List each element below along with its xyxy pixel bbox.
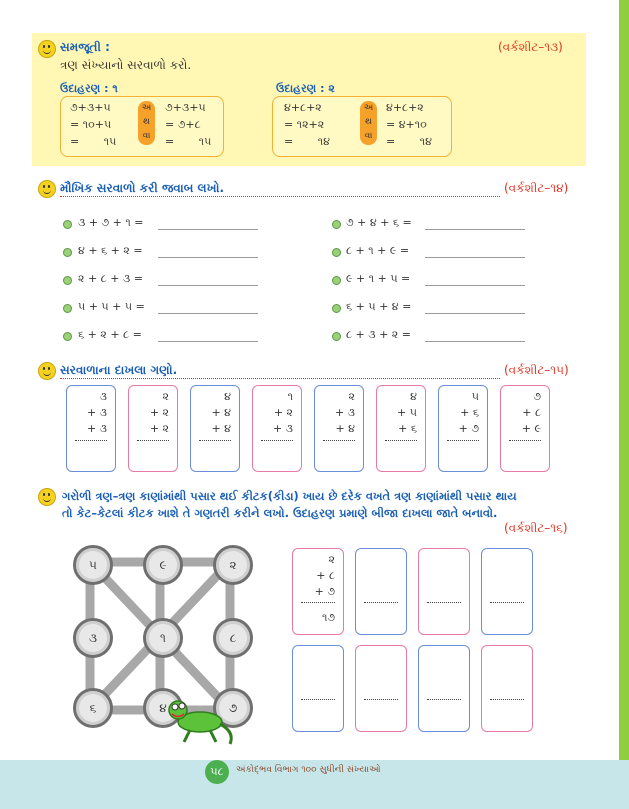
oral-left-expression: ૫ + ૫ + ૫ = — [78, 300, 145, 313]
example-addend-2: + ૮ — [316, 569, 335, 582]
title-underline — [60, 378, 500, 379]
bullet-dot-icon — [63, 248, 72, 257]
sum-answer-line — [301, 602, 335, 603]
answer-blank[interactable] — [158, 285, 258, 286]
example-2-right-line1: ૪+૮+૨ — [386, 101, 424, 114]
smiley-icon — [38, 180, 56, 198]
sum-card-addend-2: + ૨ — [149, 406, 169, 419]
smiley-icon — [38, 362, 56, 380]
answer-blank[interactable] — [425, 285, 525, 286]
sum-answer-line — [75, 440, 107, 441]
sum-card[interactable] — [66, 385, 116, 472]
answer-blank[interactable] — [158, 313, 258, 314]
sum-card-addend-2: + ૩ — [86, 406, 107, 419]
sum-card[interactable] — [190, 385, 240, 472]
example-addend-3: + ૭ — [314, 585, 335, 598]
hole-number: ૨ — [213, 545, 253, 585]
bullet-dot-icon — [63, 276, 72, 285]
example-2-left-line2: = ૧૨+૨ — [284, 118, 325, 131]
bullet-dot-icon — [332, 332, 341, 341]
sum-answer-line — [447, 440, 479, 441]
sum-card-addend-1: ૨ — [162, 390, 169, 403]
sum-card[interactable] — [128, 385, 178, 472]
bullet-dot-icon — [63, 220, 72, 229]
sum-answer-line — [137, 440, 169, 441]
oral-section-title: મૌખિક સરવાળો કરી જવાબ લખો. — [60, 181, 225, 195]
sum-card-addend-3: + ૨ — [149, 422, 169, 435]
example-addend-1: ૨ — [328, 553, 335, 566]
sum-answer-line — [385, 440, 417, 441]
lizard-answer-card[interactable] — [481, 645, 533, 732]
answer-blank[interactable] — [425, 257, 525, 258]
sum-card-addend-3: + ૬ — [398, 422, 417, 435]
hole-number: ૩ — [73, 618, 113, 658]
sum-card[interactable] — [500, 385, 550, 472]
oral-right-expression: ૯ + ૧ + ૫ = — [346, 272, 411, 285]
sum-card-addend-1: ૫ — [471, 390, 479, 403]
sum-card-addend-3: + ૩ — [272, 422, 293, 435]
bullet-dot-icon — [332, 220, 341, 229]
sum-card[interactable] — [252, 385, 302, 472]
sum-card-addend-1: ૨ — [348, 390, 355, 403]
lizard-answer-card[interactable] — [292, 645, 344, 732]
example-1-left-line2: = ૧૦+૫ — [70, 118, 112, 131]
lizard-illustration — [160, 692, 240, 752]
smiley-icon — [38, 40, 56, 58]
page-number: ૫૮ — [205, 760, 229, 784]
oral-left-expression: ૪ + ૬ + ૨ = — [78, 244, 143, 257]
sum-answer-line — [199, 440, 231, 441]
lizard-answer-card[interactable] — [481, 548, 533, 635]
lizard-answer-card[interactable] — [418, 548, 470, 635]
sum-answer-line — [364, 699, 398, 700]
smiley-icon — [38, 488, 56, 506]
example-1-left-line3: = ૧૫ — [70, 135, 117, 148]
hole-number: ૫ — [73, 545, 113, 585]
example-2-label: ઉદાહરણ : ૨ — [276, 82, 335, 95]
example-total: ૧૭ — [321, 611, 335, 624]
worksheet-13-label: (વર્કશીટ–૧૩) — [498, 40, 563, 54]
sum-card-addend-1: ૧ — [287, 390, 293, 403]
hole-number: ૭ — [213, 688, 253, 728]
example-1-right-line2: = ૭+૮ — [165, 118, 201, 131]
sum-answer-line — [261, 440, 293, 441]
sum-answer-line — [427, 699, 461, 700]
lizard-answer-card[interactable] — [418, 645, 470, 732]
sum-answer-line — [490, 602, 524, 603]
sum-card-addend-1: ૩ — [99, 390, 107, 403]
sum-card-addend-3: + ૪ — [335, 422, 355, 435]
sum-card-addend-1: ૪ — [410, 390, 417, 403]
example-2-left-line3: = ૧૪ — [284, 135, 330, 148]
oral-left-expression: ૬ + ૨ + ૮ = — [78, 328, 142, 341]
sum-card-addend-3: + ૭ — [458, 422, 479, 435]
oral-right-expression: ૮ + ૩ + ૨ = — [346, 328, 411, 341]
hole-number: ૯ — [143, 545, 183, 585]
oral-right-expression: ૬ + ૫ + ૪ = — [346, 300, 412, 313]
hole-number: ૪ — [143, 688, 183, 728]
sum-answer-line — [301, 699, 335, 700]
example-1-left-line1: ૭+૩+૫ — [70, 101, 111, 114]
worksheet-16-label: (વર્કશીટ–૧૬) — [504, 521, 568, 535]
lizard-example-card — [292, 548, 344, 635]
footer-text: અંકોદ્ભવ વિભાગ ૧૦૦ સુધીની સંખ્યાઓ — [236, 765, 381, 775]
answer-blank[interactable] — [158, 229, 258, 230]
example-2-left-line1: ૪+૮+૨ — [284, 101, 322, 114]
bullet-dot-icon — [63, 304, 72, 313]
sum-card-addend-1: ૪ — [224, 390, 231, 403]
lizard-instruction-line1: ગરોળી ત્રણ–ત્રણ કાણાંમાંથી પસાર થઈ કીટક(કીડા) ખાય છે દરેક વખતે ત્રણ કાણાંમાંથી પસાર થાય — [62, 489, 517, 503]
bullet-dot-icon — [332, 248, 341, 257]
sum-card[interactable] — [314, 385, 364, 472]
hole-number: ૧ — [143, 618, 183, 658]
worksheet-14-label: (વર્કશીટ–૧૪) — [504, 181, 569, 195]
bullet-dot-icon — [332, 276, 341, 285]
worksheet-15-label: (વર્કશીટ–૧૫) — [504, 363, 569, 377]
example-1-right-line1: ૭+૩+૫ — [165, 101, 206, 114]
hole-number: ૬ — [73, 688, 113, 728]
sum-card-addend-2: + ૪ — [211, 406, 231, 419]
sum-card-addend-2: + ૬ — [460, 406, 479, 419]
sum-answer-line — [323, 440, 355, 441]
sum-answer-line — [427, 602, 461, 603]
oral-left-expression: ૩ + ૭ + ૧ = — [78, 216, 144, 229]
oral-left-expression: ૨ + ૮ + ૩ = — [78, 272, 143, 285]
side-color-bar — [619, 0, 629, 760]
answer-blank[interactable] — [425, 229, 525, 230]
explanation-instruction: ત્રણ સંખ્યાનો સરવાળો કરો. — [60, 58, 192, 72]
sum-card-addend-2: + ૨ — [273, 406, 293, 419]
answer-blank[interactable] — [425, 313, 525, 314]
example-1-right-line3: = ૧૫ — [165, 135, 212, 148]
sum-card-addend-3: + ૪ — [211, 422, 231, 435]
sums-section-title: સરવાળાના દાખલા ગણો. — [60, 363, 178, 377]
oral-right-expression: ૭ + ૪ + ૬ = — [346, 216, 412, 229]
sum-card-addend-2: + ૮ — [522, 406, 541, 419]
lizard-answer-card[interactable] — [355, 548, 407, 635]
sum-card-addend-3: + ૯ — [521, 422, 541, 435]
sum-answer-line — [509, 440, 541, 441]
sum-card[interactable] — [438, 385, 488, 472]
athva-badge-2: અ થ વા — [360, 101, 377, 145]
oral-right-expression: ૮ + ૧ + ૯ = — [346, 244, 410, 257]
sum-card-addend-2: + ૩ — [334, 406, 355, 419]
bullet-dot-icon — [63, 332, 72, 341]
sum-card-addend-1: ૭ — [533, 390, 541, 403]
hole-number: ૮ — [213, 618, 253, 658]
lizard-instruction-line2: તો કેટ–કેટલાં કીટક ખાશે તે ગણતરી કરીને લખો. ઉદાહરણ પ્રમાણે બીજા દાખલા જાતે બનાવો. — [62, 506, 498, 520]
sum-card[interactable] — [376, 385, 426, 472]
sum-answer-line — [490, 699, 524, 700]
title-underline — [60, 196, 500, 197]
sum-card-addend-3: + ૩ — [86, 422, 107, 435]
sum-answer-line — [364, 602, 398, 603]
explanation-title: સમજૂતી : — [60, 40, 110, 54]
bullet-dot-icon — [332, 304, 341, 313]
sum-card-addend-2: + ૫ — [397, 406, 417, 419]
answer-blank[interactable] — [158, 341, 258, 342]
example-2-right-line3: = ૧૪ — [386, 135, 432, 148]
lizard-answer-card[interactable] — [355, 645, 407, 732]
answer-blank[interactable] — [158, 257, 258, 258]
example-1-label: ઉદાહરણ : ૧ — [60, 82, 118, 95]
answer-blank[interactable] — [425, 341, 525, 342]
example-2-right-line2: = ૪+૧૦ — [386, 118, 427, 131]
athva-badge: અ થ વા — [138, 101, 155, 145]
